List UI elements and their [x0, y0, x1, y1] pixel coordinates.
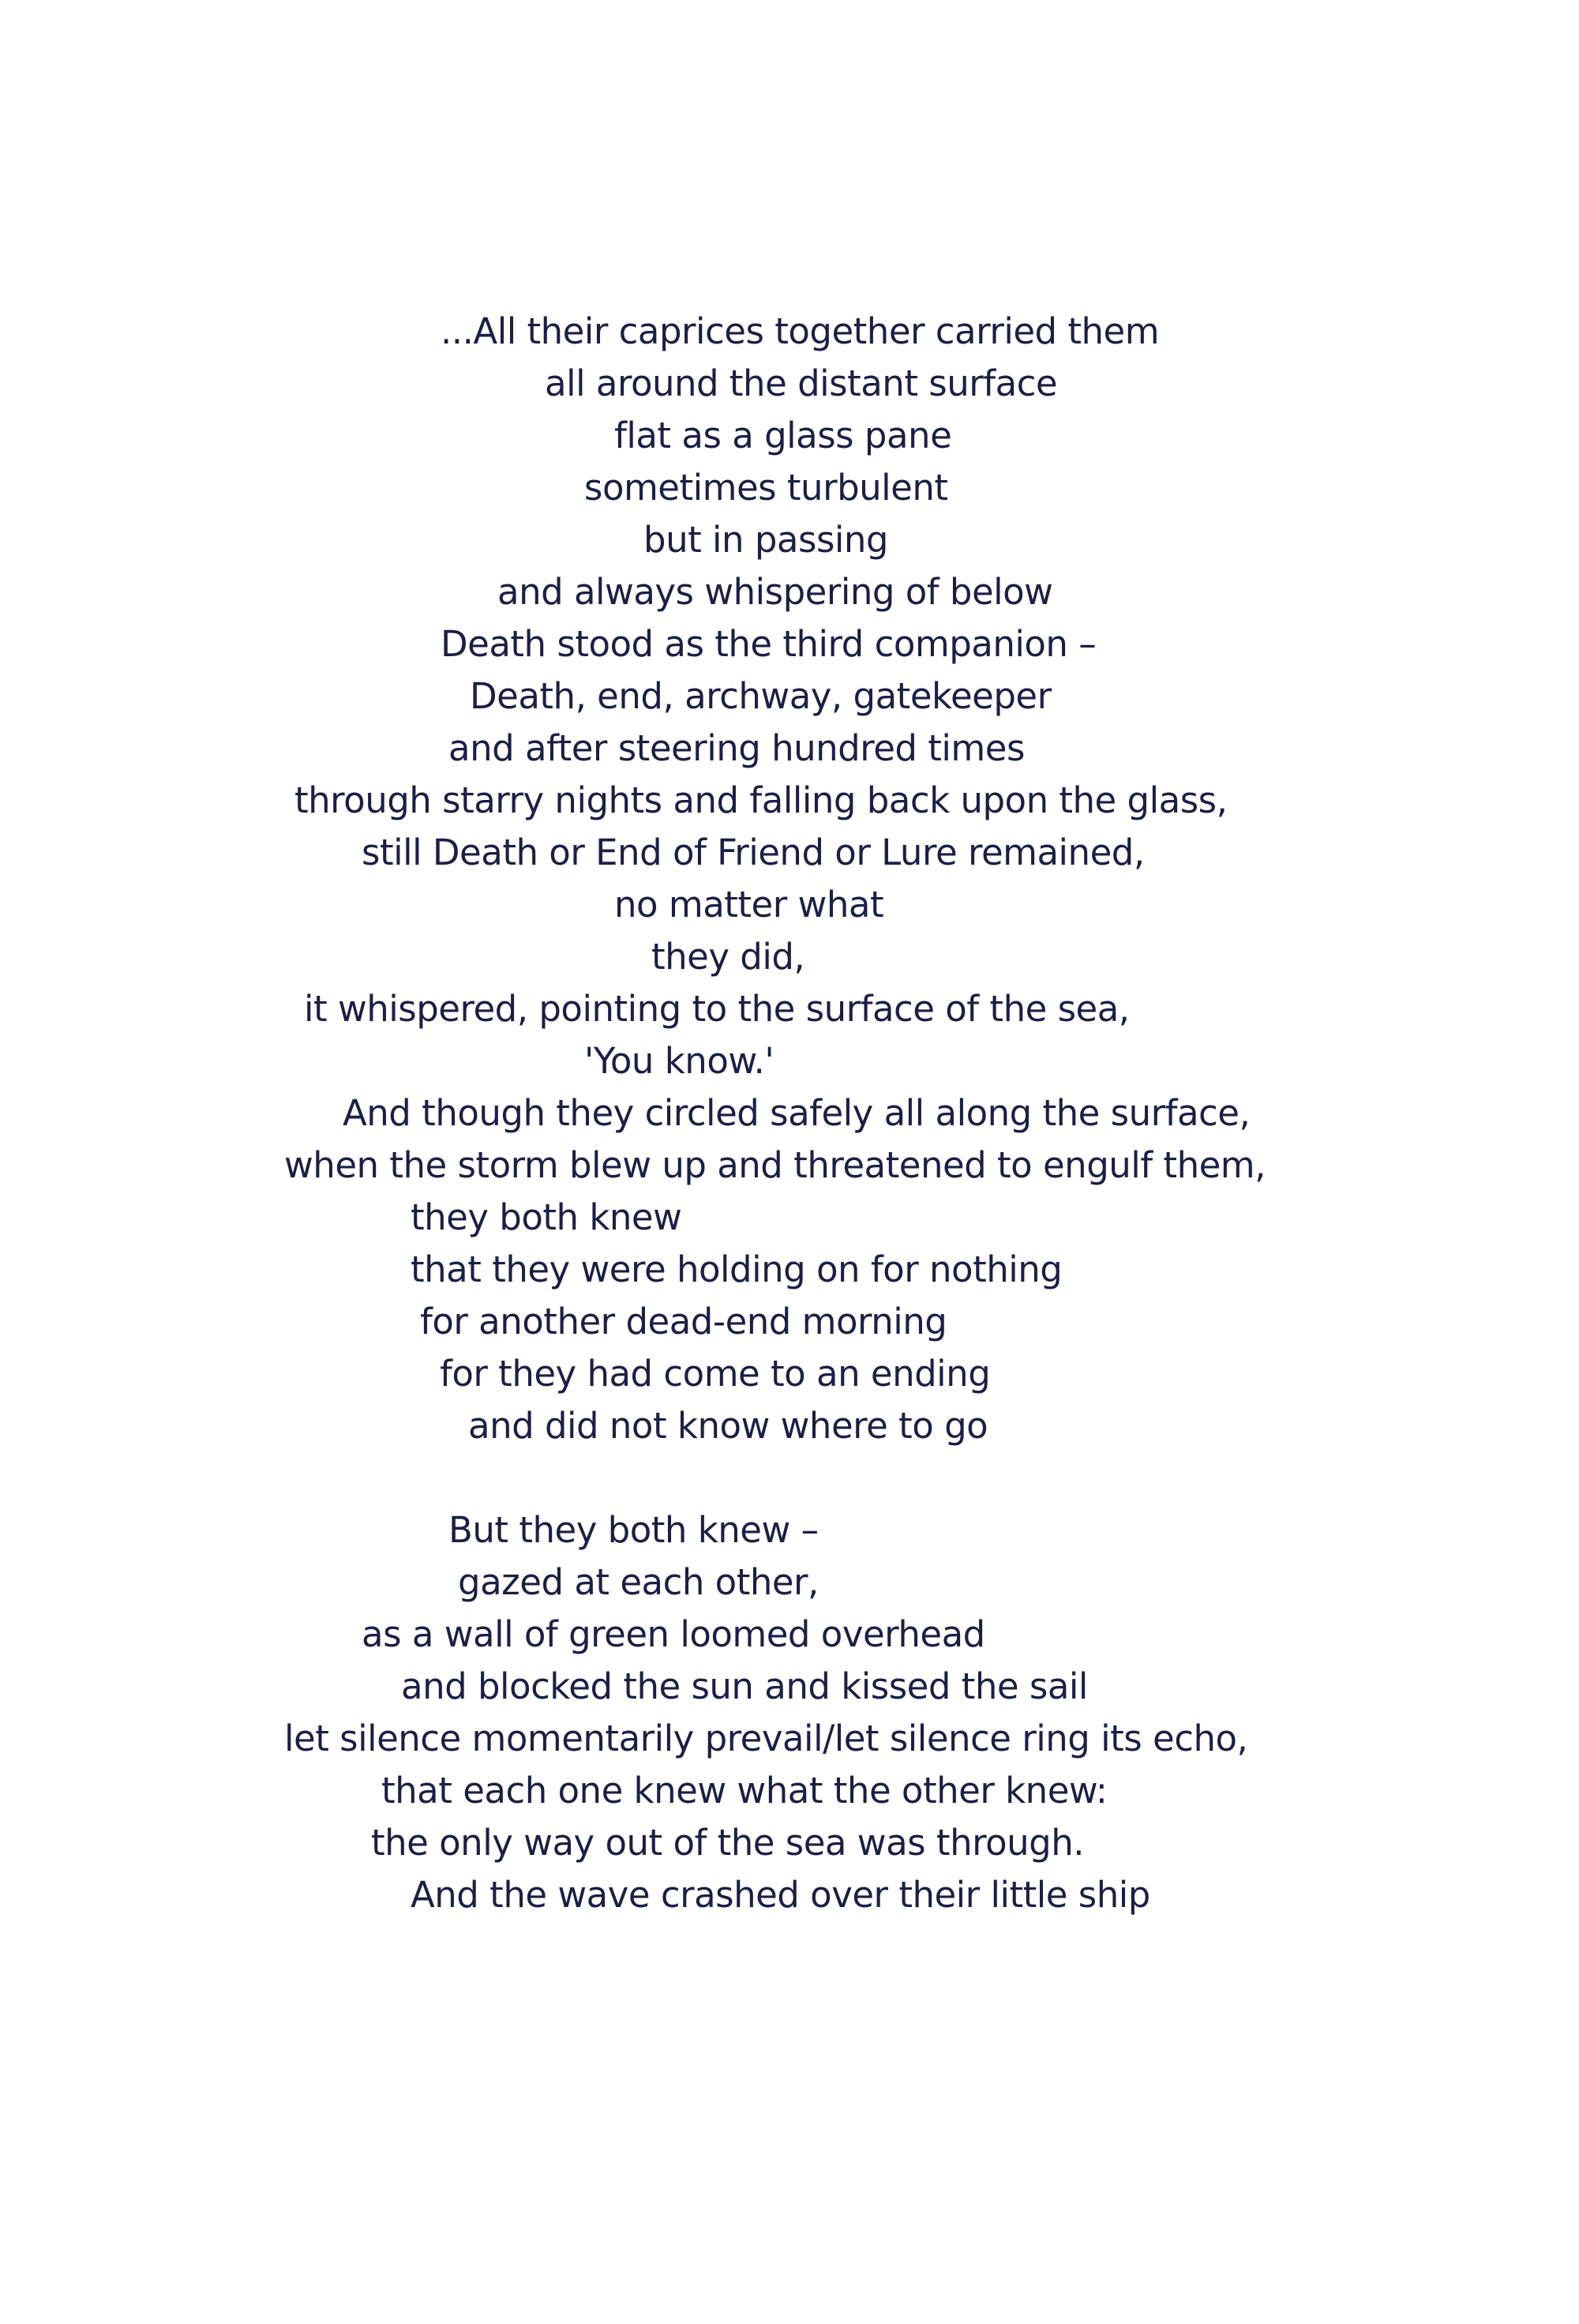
- poem-line: they both knew: [411, 1196, 682, 1238]
- poem-line: that each one knew what the other knew:: [381, 1770, 1108, 1812]
- poem-line: that they were holding on for nothing: [411, 1248, 1063, 1290]
- poem-line: Death, end, archway, gatekeeper: [470, 675, 1052, 717]
- poem-line: sometimes turbulent: [584, 467, 948, 509]
- poem-line: when the storm blew up and threatened to engulf them,: [284, 1144, 1266, 1186]
- poem-line: flat as a glass pane: [614, 415, 952, 456]
- poem-line: Death stood as the third companion –: [441, 623, 1097, 665]
- poem-line: the only way out of the sea was through.: [371, 1822, 1085, 1864]
- poem-line: and blocked the sun and kissed the sail: [401, 1665, 1088, 1707]
- poem-line: And though they circled safely all along the surface,: [343, 1092, 1251, 1134]
- poem-line: no matter what: [614, 884, 884, 925]
- poem-line: they did,: [651, 936, 805, 978]
- poem-line: for they had come to an ending: [440, 1353, 991, 1395]
- poem-line: all around the distant surface: [545, 362, 1058, 404]
- poem-line: still Death or End of Friend or Lure remained,: [362, 832, 1145, 873]
- poem-line: it whispered, pointing to the surface of the sea,: [304, 988, 1130, 1030]
- poem-line: gazed at each other,: [458, 1561, 819, 1603]
- poem-line: for another dead-end morning: [420, 1301, 947, 1342]
- poem-line: And the wave crashed over their little ship: [411, 1874, 1150, 1916]
- poem-line: But they both knew –: [448, 1509, 819, 1551]
- poem-line: let silence momentarily prevail/let silence ring its echo,: [284, 1718, 1248, 1759]
- poem-line: as a wall of green loomed overhead: [362, 1613, 985, 1655]
- poem-line: through starry nights and falling back upon the glass,: [294, 779, 1228, 821]
- poem-line: but in passing: [643, 519, 888, 561]
- poem-line: and did not know where to go: [468, 1405, 988, 1447]
- poem-line: and always whispering of below: [497, 571, 1053, 613]
- poem-line: and after steering hundred times: [448, 727, 1025, 769]
- poem-line: 'You know.': [584, 1040, 774, 1082]
- poem-line: ...All their caprices together carried them: [441, 310, 1160, 352]
